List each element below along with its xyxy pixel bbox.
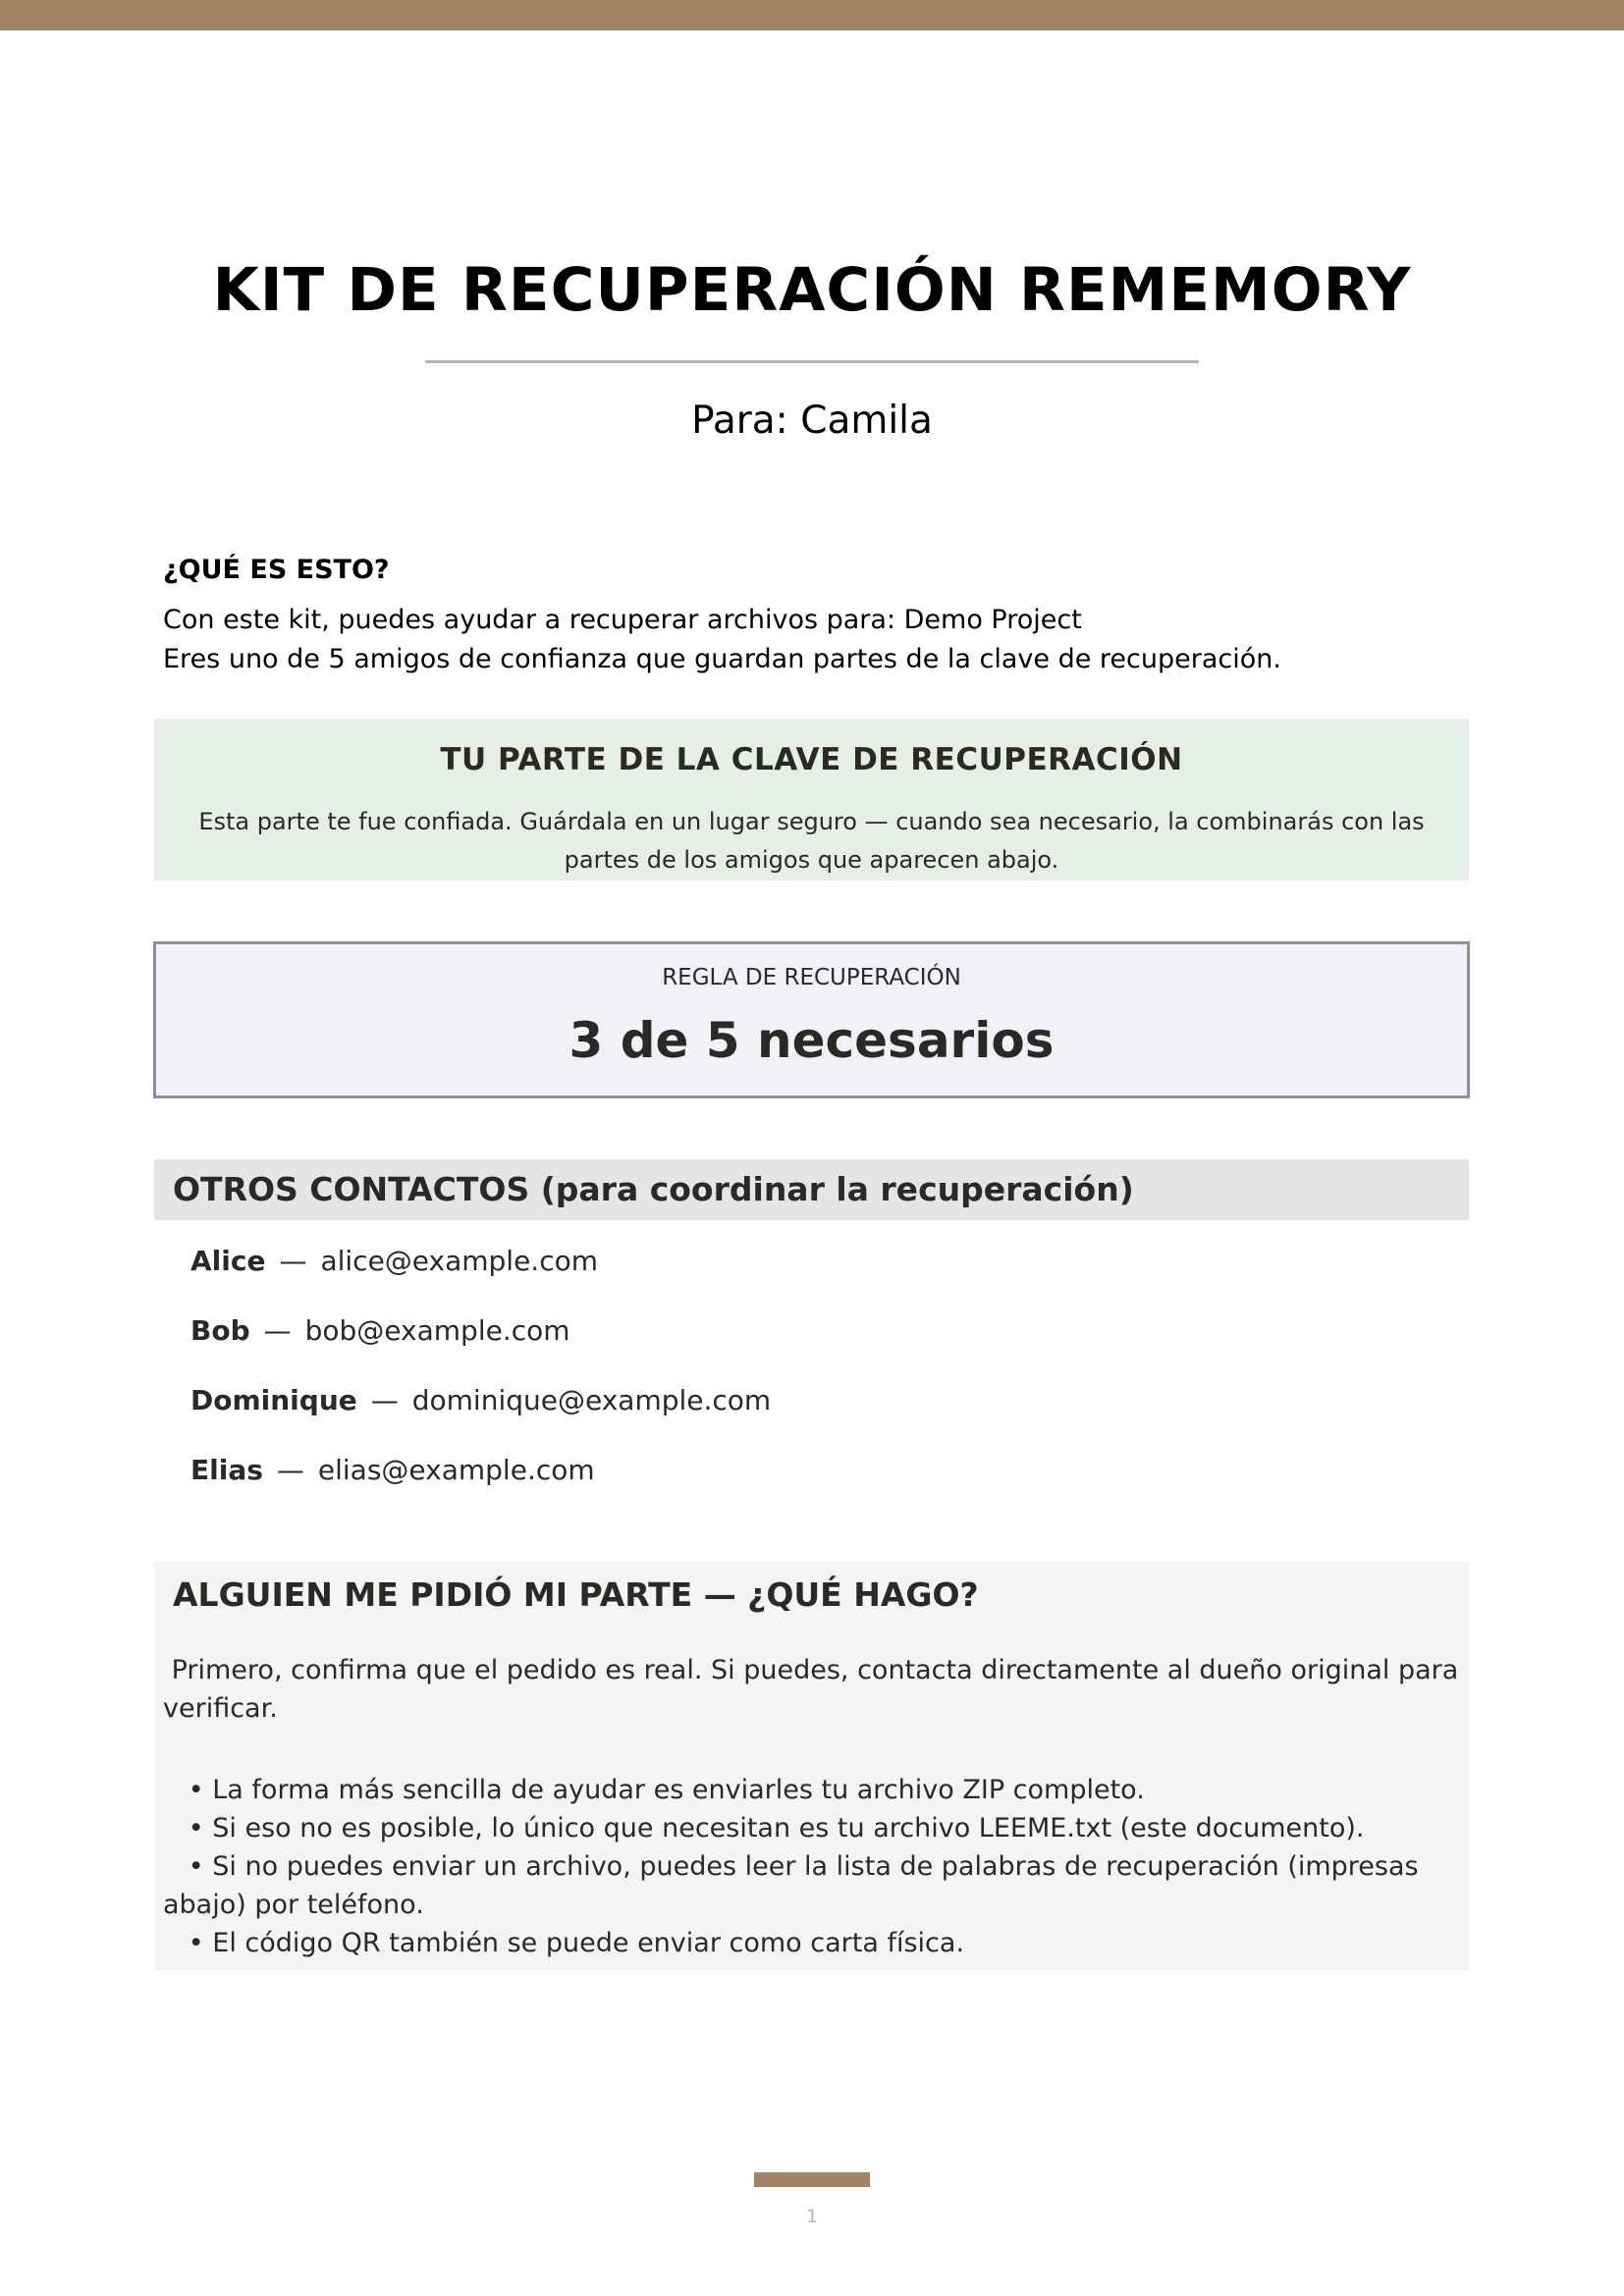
contact-separator: — <box>279 1245 307 1277</box>
contacts-section-title: OTROS CONTACTOS (para coordinar la recuperación) <box>173 1170 1134 1208</box>
contact-separator: — <box>276 1454 304 1486</box>
contact-name: Elias <box>190 1454 263 1486</box>
contact-list <box>190 1242 771 1521</box>
help-bullet-item: • Si eso no es posible, lo único que necesitan es tu archivo LEEME.txt (este documento). <box>163 1813 1365 1843</box>
what-is-this-heading: ¿QUÉ ES ESTO? <box>163 555 390 585</box>
contact-email[interactable]: elias@example.com <box>317 1454 595 1486</box>
recipient-line: Para: Camila <box>691 399 933 443</box>
top-accent-band <box>0 0 1624 30</box>
help-bullet-list <box>163 1771 1469 1962</box>
contact-item-elias <box>190 1451 771 1521</box>
contact-separator: — <box>370 1384 399 1416</box>
contacts-section-header <box>154 1159 1469 1220</box>
recovery-rule-label: REGLA DE RECUPERACIÓN <box>662 965 961 990</box>
contact-email[interactable]: bob@example.com <box>304 1314 570 1347</box>
what-is-this-body <box>163 601 1281 679</box>
contact-email[interactable]: alice@example.com <box>320 1245 599 1277</box>
page-number: 1 <box>805 2206 819 2227</box>
help-section <box>154 1562 1469 1970</box>
title-divider <box>425 360 1199 363</box>
document-title: KIT DE RECUPERACIÓN REMEMORY <box>212 255 1412 325</box>
contact-name: Alice <box>190 1245 266 1277</box>
contact-name: Bob <box>190 1314 250 1347</box>
what-is-this-line-friends: Eres uno de 5 amigos de confianza que guardan partes de la clave de recuperación. <box>163 644 1281 674</box>
contact-email[interactable]: dominique@example.com <box>411 1384 772 1416</box>
what-is-this-line-project: Con este kit, puedes ayudar a recuperar archivos para: Demo Project <box>163 605 1082 635</box>
contact-item-bob <box>190 1311 771 1381</box>
share-section-description: Esta parte te fue confiada. Guárdala en un lugar seguro — cuando sea necesario, la combinarás con las partes de los amigos que aparecen abajo. <box>198 808 1425 874</box>
help-bullet-item: • El código QR también se puede enviar como carta física. <box>163 1928 965 1958</box>
contact-name: Dominique <box>190 1384 357 1416</box>
share-section <box>154 719 1469 881</box>
contact-item-dominique <box>190 1381 771 1451</box>
recovery-rule-box <box>153 941 1470 1098</box>
recovery-rule-value: 3 de 5 necesarios <box>568 1012 1055 1069</box>
help-bullet-item: • La forma más sencilla de ayudar es enviarles tu archivo ZIP completo. <box>163 1775 1145 1805</box>
contact-item-alice <box>190 1242 771 1311</box>
footer-accent-bar <box>754 2172 870 2187</box>
help-section-title: ALGUIEN ME PIDIÓ MI PARTE — ¿QUÉ HAGO? <box>173 1575 979 1614</box>
share-section-title: TU PARTE DE LA CLAVE DE RECUPERACIÓN <box>440 742 1183 777</box>
help-intro: Primero, confirma que el pedido es real. Si puedes, contacta directamente al dueño original para verificar. <box>163 1655 1467 1724</box>
contact-separator: — <box>263 1314 292 1347</box>
help-bullet-item: • Si no puedes enviar un archivo, puedes leer la lista de palabras de recuperación (impresas abajo) por teléfono. <box>163 1851 1428 1920</box>
